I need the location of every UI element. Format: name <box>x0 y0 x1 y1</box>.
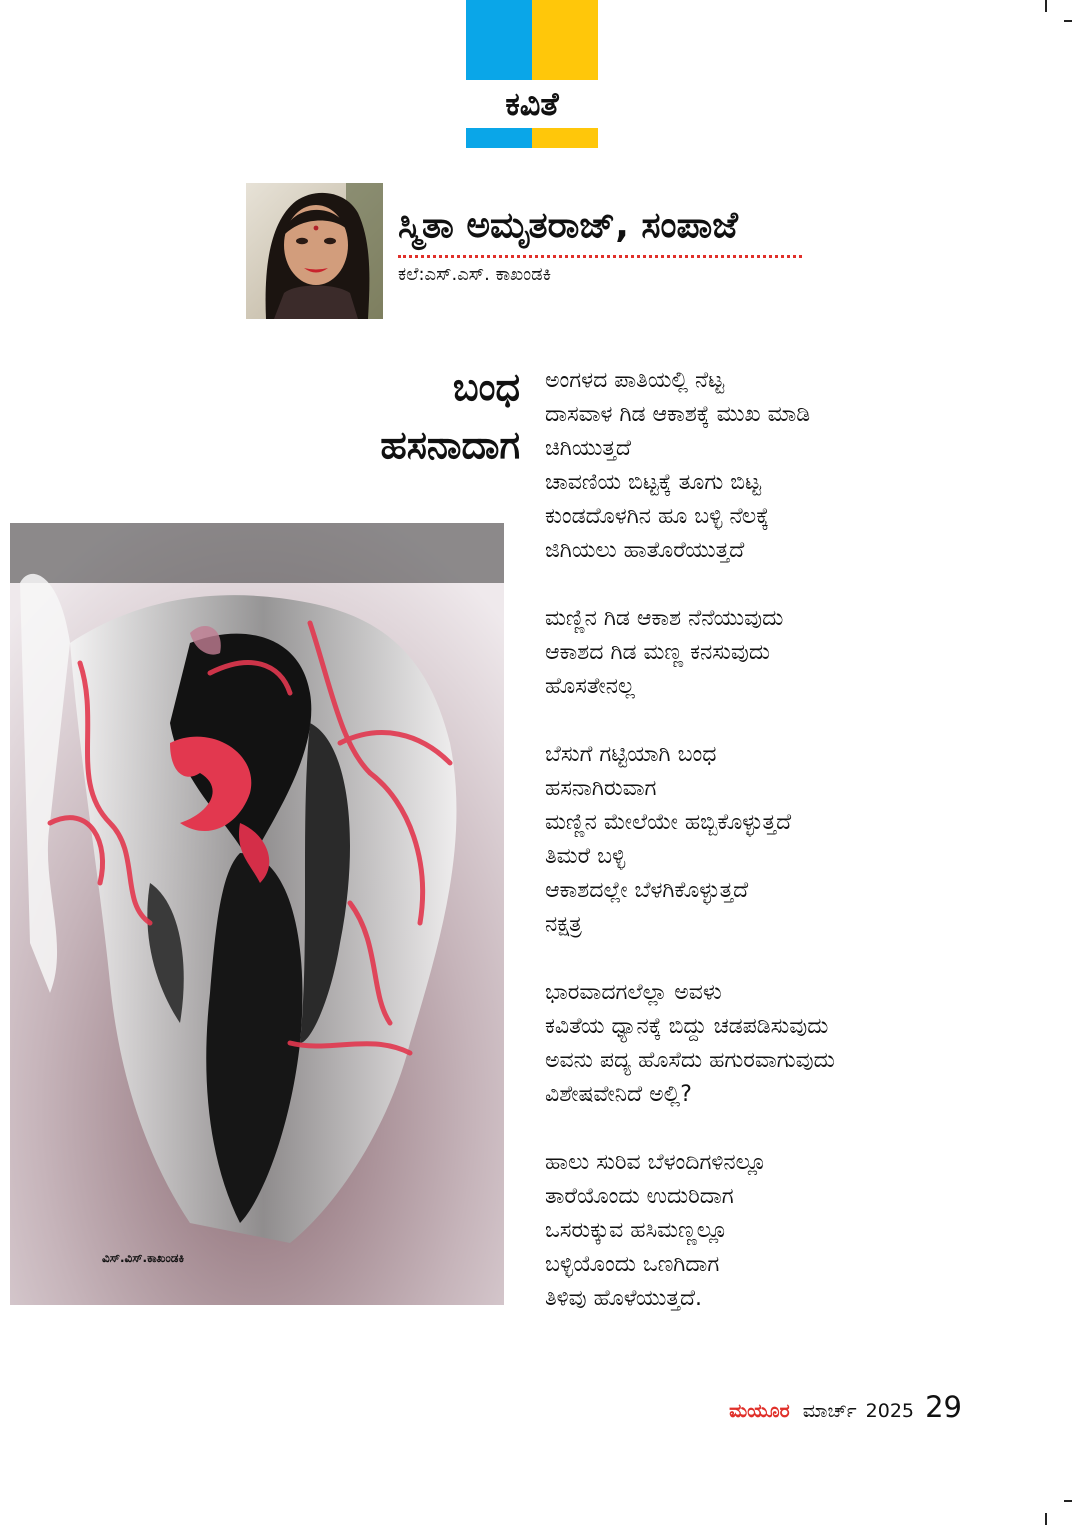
poem-stanza <box>545 738 1045 942</box>
badge-yellow-bar <box>532 128 598 148</box>
badge-yellow-block <box>532 0 598 80</box>
crop-mark <box>1064 1500 1072 1502</box>
dotted-divider <box>398 255 802 258</box>
poem-line: ಹಸನಾಗಿರುವಾಗ <box>545 776 657 801</box>
poem-line: ಬಳ್ಳಿಯೊಂದು ಒಣಗಿದಾಗ <box>545 1252 720 1277</box>
poem-title-line1: ಬಂಧ <box>452 365 520 409</box>
art-credit: ಕಲೆ:ಎಸ್.ಎಸ್. ಕಾಖಂಡಕಿ <box>398 264 552 285</box>
page-footer <box>729 1390 962 1424</box>
poem-line: ತಿಳಿವು ಹೊಳೆಯುತ್ತದೆ. <box>545 1286 703 1311</box>
artist-signature: ವಿಸ್.ವಿಸ್.ಕಾಖಂಡಕಿ <box>102 1251 185 1265</box>
poem-line: ಹೊಸತೇನಲ್ಲ <box>545 674 635 699</box>
poem-stanza <box>545 602 1045 704</box>
crop-mark <box>1045 0 1047 12</box>
poem-line: ಅಂಗಳದ ಪಾತಿಯಲ್ಲಿ ನೆಟ್ಟ <box>545 368 725 393</box>
poem-stanza <box>545 1146 1045 1316</box>
crop-mark <box>1045 1513 1047 1525</box>
author-photo <box>246 183 383 319</box>
poem-line: ಕವಿತೆಯ ಧ್ಯಾನಕ್ಕೆ ಬಿದ್ದು ಚಡಪಡಿಸುವುದು <box>545 1014 829 1039</box>
poem-line: ಒಸರುಕ್ಕುವ ಹಸಿಮಣ್ಣಲ್ಲೂ <box>545 1218 728 1243</box>
poem-line: ದಾಸವಾಳ ಗಿಡ ಆಕಾಶಕ್ಕೆ ಮುಖ ಮಾಡಿ <box>545 402 811 427</box>
poem-line: ಕುಂಡದೊಳಗಿನ ಹೂ ಬಳ್ಳಿ ನೆಲಕ್ಕೆ <box>545 504 770 529</box>
poem-title <box>380 358 520 474</box>
magazine-name: ಮಯೂರ <box>729 1400 790 1422</box>
poem-line: ತಾರೆಯೊಂದು ಉದುರಿದಾಗ <box>545 1184 734 1209</box>
poem-line: ಭಾರವಾದಗಲೆಲ್ಲಾ ಅವಳು <box>545 980 722 1005</box>
crop-mark <box>1064 20 1072 22</box>
poem-line: ಮಣ್ಣಿನ ಗಿಡ ಆಕಾಶ ನೆನೆಯುವುದು <box>545 606 784 631</box>
poem-line: ಜಿಗಿಯಲು ಹಾತೊರೆಯುತ್ತದೆ <box>545 538 745 563</box>
poem-line: ಆಕಾಶದಲ್ಲೇ ಬೆಳಗಿಕೊಳ್ಳುತ್ತದೆ <box>545 878 749 903</box>
section-badge <box>466 0 598 150</box>
poem-line: ಅವನು ಪದ್ಯ ಹೊಸೆದು ಹಗುರವಾಗುವುದು <box>545 1048 835 1073</box>
author-name: ಸ್ಮಿತಾ ಅಮೃತರಾಜ್, ಸಂಪಾಜೆ <box>398 205 738 246</box>
poem-body <box>545 364 1045 1350</box>
poem-line: ಚಾವಣಿಯ ಬಿಟ್ಟಕ್ಕೆ ತೂಗು ಬಿಟ್ಟ <box>545 470 761 495</box>
badge-blue-bar <box>466 128 532 148</box>
poem-line: ನಕ್ಷತ್ರ <box>545 912 582 937</box>
poem-line: ಚಿಗಿಯುತ್ತದೆ <box>545 436 631 461</box>
section-label: ಕವಿತೆ <box>505 85 559 123</box>
poem-title-line2: ಹಸನಾದಾಗ <box>380 423 520 467</box>
poem-line: ಹಾಲು ಸುರಿವ ಬೆಳಂದಿಗಳಿನಲ್ಲೂ <box>545 1150 767 1175</box>
poem-stanza <box>545 976 1045 1112</box>
poem-line: ವಿಶೇಷವೇನಿದೆ ಅಲ್ಲಿ? <box>545 1082 692 1107</box>
poem-line: ಬೆಸುಗೆ ಗಟ್ಟಿಯಾಗಿ ಬಂಧ <box>545 742 717 767</box>
poem-illustration <box>10 523 504 1305</box>
page-number: 29 <box>925 1390 962 1424</box>
poem-line: ತಿಮರೆ ಬಳ್ಳಿ <box>545 844 626 869</box>
poem-line: ಆಕಾಶದ ಗಿಡ ಮಣ್ಣ ಕನಸುವುದು <box>545 640 771 665</box>
poem-stanza <box>545 364 1045 568</box>
issue-year: 2025 <box>865 1400 914 1422</box>
badge-blue-block <box>466 0 532 80</box>
poem-line: ಮಣ್ಣಿನ ಮೇಲೆಯೇ ಹಬ್ಬಿಕೊಳ್ಳುತ್ತದೆ <box>545 810 792 835</box>
issue-month: ಮಾರ್ಚ್ <box>802 1400 857 1422</box>
